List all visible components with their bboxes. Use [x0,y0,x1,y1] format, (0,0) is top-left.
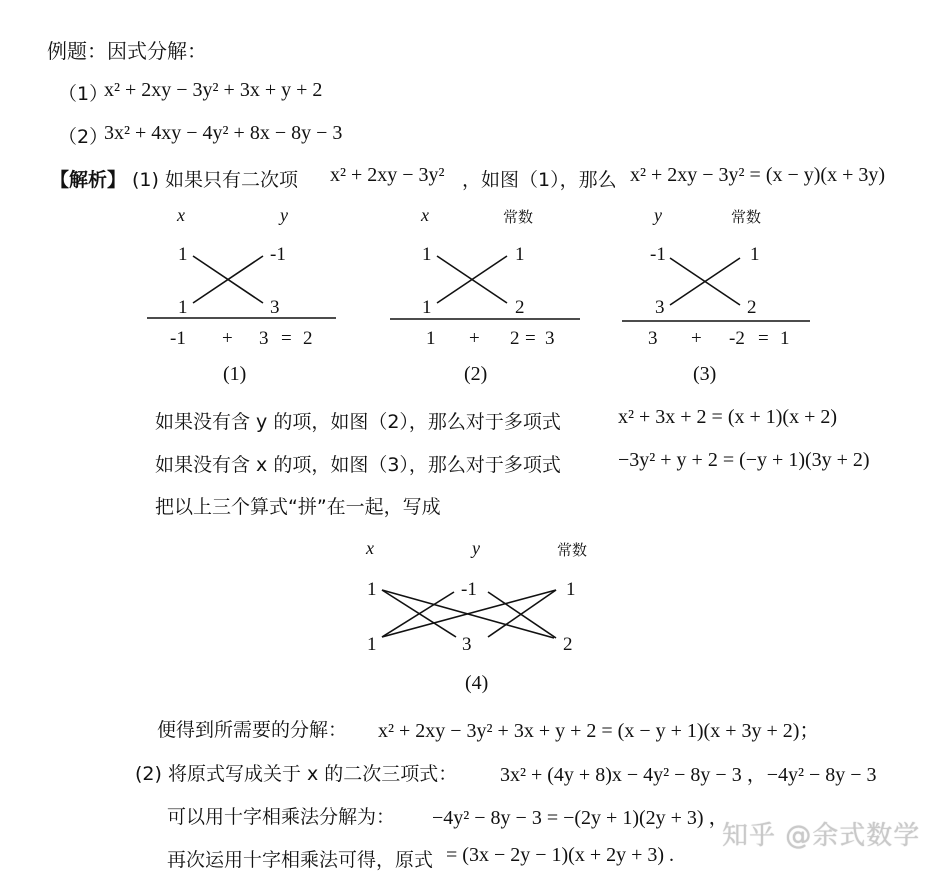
problem-2-expression: 3x² + 4xy − 4y² + 8x − 8y − 3 [104,122,343,144]
diagram-1-bottom-right: 3 [270,297,280,318]
problem-1-label: （1） [58,83,109,105]
diagram-4-col-y: y [472,538,480,558]
diagram-2-sum-a: 1 [426,328,436,349]
diagram-1-sum-b: 3 [259,328,269,349]
diagram-3-top-right: 1 [750,244,760,265]
diagram-2-top-left: 1 [422,244,432,265]
diagram-3-bottom-left: 3 [655,297,665,318]
explain-line-2-expression: −3y² + y + 2 = (−y + 1)(3y + 2) [618,449,870,471]
diagram-1-bottom-left: 1 [178,297,188,318]
diagram-1-col-right: y [280,205,288,225]
diagram-2-sum-result: 3 [545,328,555,349]
diagram-4-bottom-x: 1 [367,634,377,655]
diagram-1-sum-plus: + [222,328,233,349]
diagram-1-sum-a: -1 [170,328,186,349]
zhihu-watermark: 知乎 @余式数学 [722,821,921,851]
diagram-2-sum-plus: + [469,328,480,349]
explain-line-2-text: 如果没有含 x 的项，如图（3），那么对于多项式 [155,454,561,476]
diagram-1-top-left: 1 [178,244,188,265]
diagram-3-col-left: y [654,205,662,225]
analysis-part1-prefix: (1) 如果只有二次项 [132,169,298,191]
diagram-3-sum-plus: + [691,328,702,349]
analysis-part1-mid: ，如图（1），那么 [462,169,617,191]
diagram-3-sum-a: 3 [648,328,658,349]
diagram-4-top-y: -1 [461,579,477,600]
conclusion-expression: x² + 2xy − 3y² + 3x + y + 2 = (x − y + 1)(x + 3y + 2)； [378,720,820,742]
diagram-2-col-left: x [421,205,429,225]
diagram-3-caption: (3) [693,363,717,385]
diagram-3-sum-eq: = [758,328,769,349]
diagram-3-sum-result: 1 [780,328,790,349]
diagram-1-sum-result: 2 [303,328,313,349]
analysis-part1-expression: x² + 2xy − 3y² [330,164,445,186]
explain-line-1-expression: x² + 3x + 2 = (x + 1)(x + 2) [618,406,838,428]
diagram-4-bottom-y: 3 [462,634,472,655]
diagram-4-top-constant: 1 [566,579,576,600]
diagram-1-caption: (1) [223,363,247,385]
explain-line-1-text: 如果没有含 y 的项，如图（2），那么对于多项式 [155,411,561,433]
diagram-3-bottom-right: 2 [747,297,757,318]
diagram-2-top-right: 1 [515,244,525,265]
diagram-2-col-right: 常数 [503,208,534,226]
diagram-2-sum-b: 2 [510,328,520,349]
diagram-2-bottom-right: 2 [515,297,525,318]
diagram-3-top-left: -1 [650,244,666,265]
diagram-1-top-right: -1 [270,244,286,265]
diagram-4-top-x: 1 [367,579,377,600]
diagram-4-caption: (4) [465,672,489,694]
part2-line-1-expression: 3x² + (4y + 8)x − 4y² − 8y − 3 ，−4y² − 8y − 3 [500,764,877,786]
problem-1-expression: x² + 2xy − 3y² + 3x + y + 2 [104,79,323,101]
example-title: 例题：因式分解： [47,39,207,63]
diagram-4-col-x: x [366,538,374,558]
diagram-3-sum-b: -2 [729,328,745,349]
conclusion-text: 便得到所需要的分解： [157,719,348,741]
part2-line-2-text: 可以用十字相乘法分解为： [167,806,396,828]
diagram-2-sum-eq: = [525,328,536,349]
diagram-1-sum-eq: = [281,328,292,349]
part2-line-3-expression: = (3x − 2y − 1)(x + 2y + 3) . [446,844,675,866]
diagram-4-col-constant: 常数 [557,541,588,559]
diagram-3-col-right: 常数 [731,208,762,226]
part2-line-1-text: (2) 将原式写成关于 x 的二次三项式： [135,763,458,785]
diagram-4-bottom-constant: 2 [563,634,573,655]
diagram-2-caption: (2) [464,363,488,385]
analysis-tag: 【解析】 [50,169,127,191]
explain-line-3-text: 把以上三个算式“拼”在一起，写成 [155,496,441,518]
part2-line-2-expression: −4y² − 8y − 3 = −(2y + 1)(2y + 3) ， [432,807,729,829]
part2-line-3-text: 再次运用十字相乘法可得，原式 [167,849,434,871]
analysis-part1-result: x² + 2xy − 3y² = (x − y)(x + 3y) [630,164,886,186]
diagram-2-bottom-left: 1 [422,297,432,318]
problem-2-label: （2） [58,126,109,148]
diagram-1-col-left: x [177,205,185,225]
